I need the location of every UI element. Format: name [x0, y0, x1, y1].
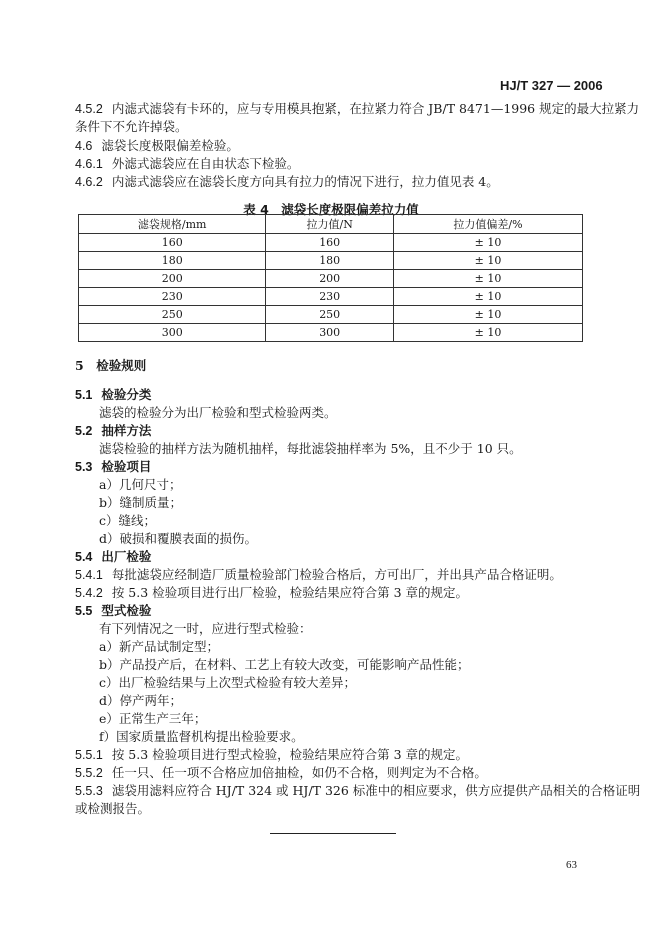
clause-5-2-heading: 5.2 抽样方法 — [75, 423, 152, 438]
clause-5-5-1: 5.5.1 按 5.3 检验项目进行型式检验，检验结果应符合第 3 章的规定。 — [75, 747, 469, 762]
col-header-size: 滤袋规格/mm — [79, 215, 266, 234]
end-rule — [270, 833, 396, 834]
section-5-heading: 5 检验规则 — [75, 358, 147, 373]
clause-5-4-1: 5.4.1 每批滤袋应经制造厂质量检验部门检验合格后，方可出厂，并出具产品合格证明。 — [75, 567, 562, 582]
list-item: e）正常生产三年； — [99, 711, 207, 726]
clause-5-5-heading: 5.5 型式检验 — [75, 603, 152, 618]
clause-5-2-text: 滤袋检验的抽样方法为随机抽样，每批滤袋抽样率为 5%，且不少于 10 只。 — [99, 441, 522, 456]
cell-tension: 300 — [266, 324, 394, 342]
clause-5-5-3: 5.5.3 滤袋用滤料应符合 HJ/T 324 或 HJ/T 326 标准中的相应要求，供方应提供产品相关的合格证明 — [75, 783, 641, 798]
list-item: c）出厂检验结果与上次型式检验有较大差异； — [99, 675, 357, 690]
table-row — [79, 306, 583, 324]
cell-deviation: ± 10 — [393, 234, 582, 252]
cell-tension: 200 — [266, 270, 394, 288]
cell-size: 300 — [79, 324, 266, 342]
cell-tension: 230 — [266, 288, 394, 306]
page-number: 63 — [566, 859, 577, 871]
clause-5-1-heading: 5.1 检验分类 — [75, 387, 152, 402]
cell-deviation: ± 10 — [393, 270, 582, 288]
col-header-deviation: 拉力值偏差/% — [393, 215, 582, 234]
table-row — [79, 234, 583, 252]
clause-5-4-2: 5.4.2 按 5.3 检验项目进行出厂检验，检验结果应符合第 3 章的规定。 — [75, 585, 469, 600]
cell-deviation: ± 10 — [393, 324, 582, 342]
list-item: c）缝线； — [99, 513, 157, 528]
clause-5-5-intro: 有下列情况之一时，应进行型式检验： — [99, 621, 312, 636]
clause-5-3-heading: 5.3 检验项目 — [75, 459, 152, 474]
table-row — [79, 252, 583, 270]
cell-tension: 180 — [266, 252, 394, 270]
clause-5-5-3-cont: 或检测报告。 — [75, 801, 151, 816]
list-item: b）产品投产后，在材料、工艺上有较大改变，可能影响产品性能； — [99, 657, 470, 672]
cell-size: 180 — [79, 252, 266, 270]
cell-deviation: ± 10 — [393, 288, 582, 306]
cell-size: 160 — [79, 234, 266, 252]
cell-size: 250 — [79, 306, 266, 324]
table-header-row — [79, 215, 583, 234]
clause-5-4-heading: 5.4 出厂检验 — [75, 549, 152, 564]
list-item: d）停产两年； — [99, 693, 183, 708]
list-item: d）破损和覆膜表面的损伤。 — [99, 531, 258, 546]
tension-table — [78, 214, 583, 342]
standard-number: HJ/T 327 — 2006 — [500, 78, 603, 93]
cell-deviation: ± 10 — [393, 252, 582, 270]
cell-size: 230 — [79, 288, 266, 306]
table-caption: 表 4 滤袋长度极限偏差拉力值 — [243, 202, 419, 217]
clause-4-6-2: 4.6.2 内滤式滤袋应在滤袋长度方向具有拉力的情况下进行，拉力值见表 4。 — [75, 174, 499, 189]
list-item: b）缝制质量； — [99, 495, 183, 510]
table-row — [79, 270, 583, 288]
col-header-tension: 拉力值/N — [266, 215, 394, 234]
cell-deviation: ± 10 — [393, 306, 582, 324]
table-row — [79, 288, 583, 306]
clause-4-5-2: 4.5.2 内滤式滤袋有卡环的，应与专用模具抱紧，在拉紧力符合 JB/T 8471—1996 规定的最大拉紧力 — [75, 101, 640, 116]
clause-5-1-text: 滤袋的检验分为出厂检验和型式检验两类。 — [99, 405, 337, 420]
cell-tension: 160 — [266, 234, 394, 252]
clause-4-6-1: 4.6.1 外滤式滤袋应在自由状态下检验。 — [75, 156, 300, 171]
cell-tension: 250 — [266, 306, 394, 324]
cell-size: 200 — [79, 270, 266, 288]
list-item: a）新产品试制定型； — [99, 639, 219, 654]
clause-5-5-2: 5.5.2 任一只、任一项不合格应加倍抽检，如仍不合格，则判定为不合格。 — [75, 765, 487, 780]
clause-4-6: 4.6 滤袋长度极限偏差检验。 — [75, 138, 239, 153]
table-row — [79, 324, 583, 342]
clause-4-5-2-cont: 条件下不允许掉袋。 — [75, 119, 188, 134]
list-item: f）国家质量监督机构提出检验要求。 — [99, 729, 304, 744]
list-item: a）几何尺寸； — [99, 477, 182, 492]
